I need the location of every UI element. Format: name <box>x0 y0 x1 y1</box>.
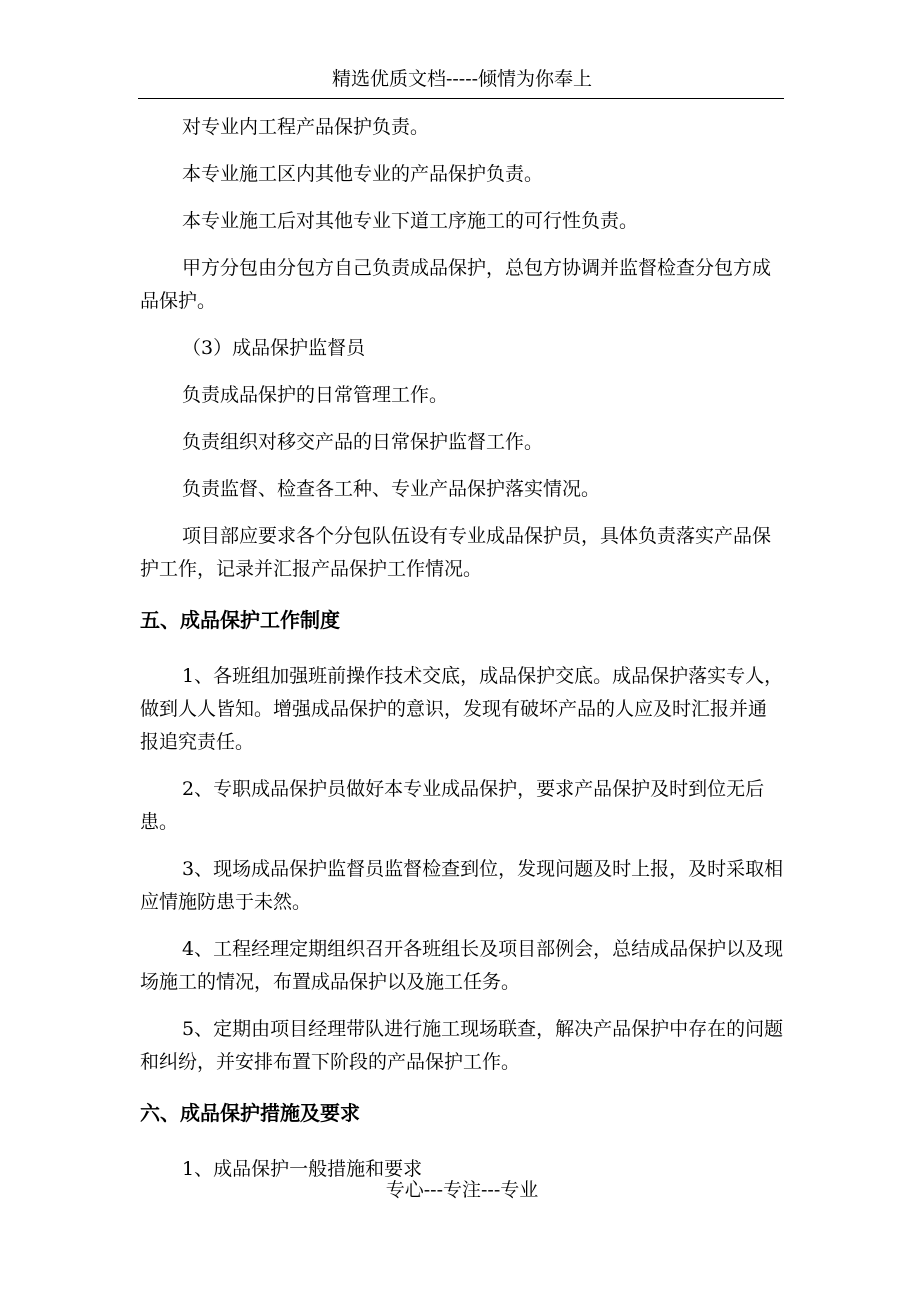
section-5-heading: 五、成品保护工作制度 <box>140 608 340 632</box>
paragraph-7: 负责组织对移交产品的日常保护监督工作。 <box>182 431 544 453</box>
paragraph-6: 负责成品保护的日常管理工作。 <box>182 384 449 406</box>
paragraph-4: 甲方分包由分包方自己负责成品保护，总包方协调并监督检查分包方成品保护。 <box>140 257 772 312</box>
paragraph-8: 负责监督、检查各工种、专业产品保护落实情况。 <box>182 478 601 500</box>
subheading-supervisor: （3）成品保护监督员 <box>182 337 366 359</box>
paragraph-3: 本专业施工后对其他专业下道工序施工的可行性负责。 <box>182 210 639 232</box>
header-divider <box>138 98 784 99</box>
paragraph-9: 项目部应要求各个分包队伍设有专业成品保护员，具体负责落实产品保护工作，记录并汇报产品保护工作情况。 <box>140 525 772 580</box>
section-6-item-1: 1、成品保护一般措施和要求 <box>182 1158 423 1180</box>
section-5-item-4: 4、工程经理定期组织召开各班组长及项目部例会，总结成品保护以及现场施工的情况，布置成品保护以及施工任务。 <box>140 938 784 993</box>
section-5-item-5: 5、定期由项目经理带队进行施工现场联查，解决产品保护中存在的问题和纠纷，并安排布置下阶段的产品保护工作。 <box>140 1018 784 1073</box>
page-footer: 专心---专注---专业 <box>385 1179 539 1201</box>
section-5-item-1: 1、各班组加强班前操作技术交底，成品保护交底。成品保护落实专人，做到人人皆知。增强成品保护的意识，发现有破坏产品的人应及时汇报并通报追究责任。 <box>140 665 784 753</box>
section-5-item-3: 3、现场成品保护监督员监督检查到位，发现问题及时上报，及时采取相应情施防患于未然。 <box>140 858 784 913</box>
section-5-item-2: 2、专职成品保护员做好本专业成品保护，要求产品保护及时到位无后患。 <box>140 778 765 833</box>
paragraph-2: 本专业施工区内其他专业的产品保护负责。 <box>182 163 544 185</box>
page-header: 精选优质文档-----倾情为你奉上 <box>331 68 593 90</box>
paragraph-1: 对专业内工程产品保护负责。 <box>182 116 430 138</box>
section-6-heading: 六、成品保护措施及要求 <box>140 1101 360 1125</box>
document-body <box>140 111 785 1186</box>
